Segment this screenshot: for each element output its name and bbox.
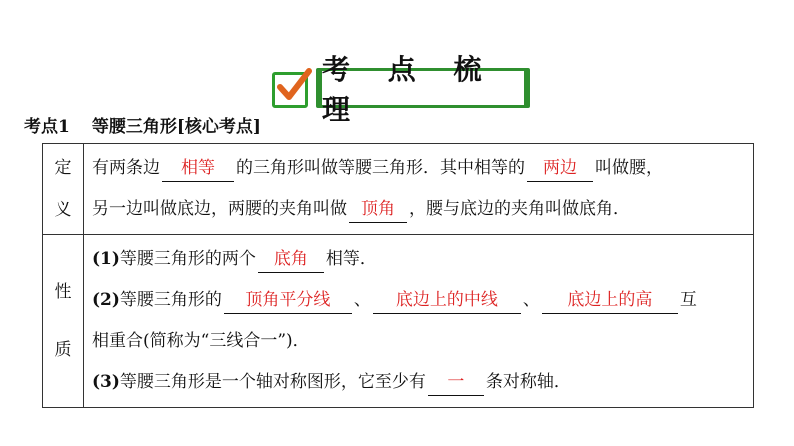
- section-number: 考点1: [24, 117, 70, 137]
- answer-blank: 顶角平分线: [224, 287, 352, 314]
- property-content: [84, 235, 754, 408]
- definition-line-1: 有两条边 相等 的三角形叫做等腰三角形．其中相等的 两边 叫做腰，: [92, 148, 745, 189]
- header-title: 考 点 梳 理: [322, 71, 524, 105]
- definition-content: [84, 144, 754, 235]
- answer-blank: 底边上的中线: [373, 287, 521, 314]
- content-table: [42, 143, 754, 408]
- property-item-2-cont: 相重合(简称为“三线合一”)．: [92, 331, 310, 351]
- property-item-3: (3)等腰三角形是一个轴对称图形，它至少有 一 条对称轴．: [92, 362, 745, 403]
- header-title-banner: [316, 53, 530, 126]
- definition-label: 定 义: [43, 144, 84, 235]
- property-item-2: (2)等腰三角形的 顶角平分线 、 底边上的中线 、 底边上的高 互: [92, 280, 745, 321]
- answer-blank: 两边: [527, 155, 593, 182]
- answer-blank: 一: [428, 369, 484, 396]
- property-row: [43, 235, 754, 408]
- answer-blank: 底边上的高: [542, 287, 678, 314]
- section-title: [24, 112, 261, 137]
- answer-blank: 底角: [258, 246, 324, 273]
- answer-blank: 顶角: [349, 196, 407, 223]
- checkmark-icon: [272, 72, 308, 108]
- property-label: 性 质: [43, 235, 84, 408]
- definition-row: [43, 144, 754, 235]
- answer-blank: 相等: [162, 155, 234, 182]
- property-item-1: (1)等腰三角形的两个 底角 相等．: [92, 239, 745, 280]
- definition-line-2: 另一边叫做底边，两腰的夹角叫做 顶角 ，腰与底边的夹角叫做底角．: [92, 189, 745, 230]
- section-name: 等腰三角形[核心考点]: [91, 117, 261, 137]
